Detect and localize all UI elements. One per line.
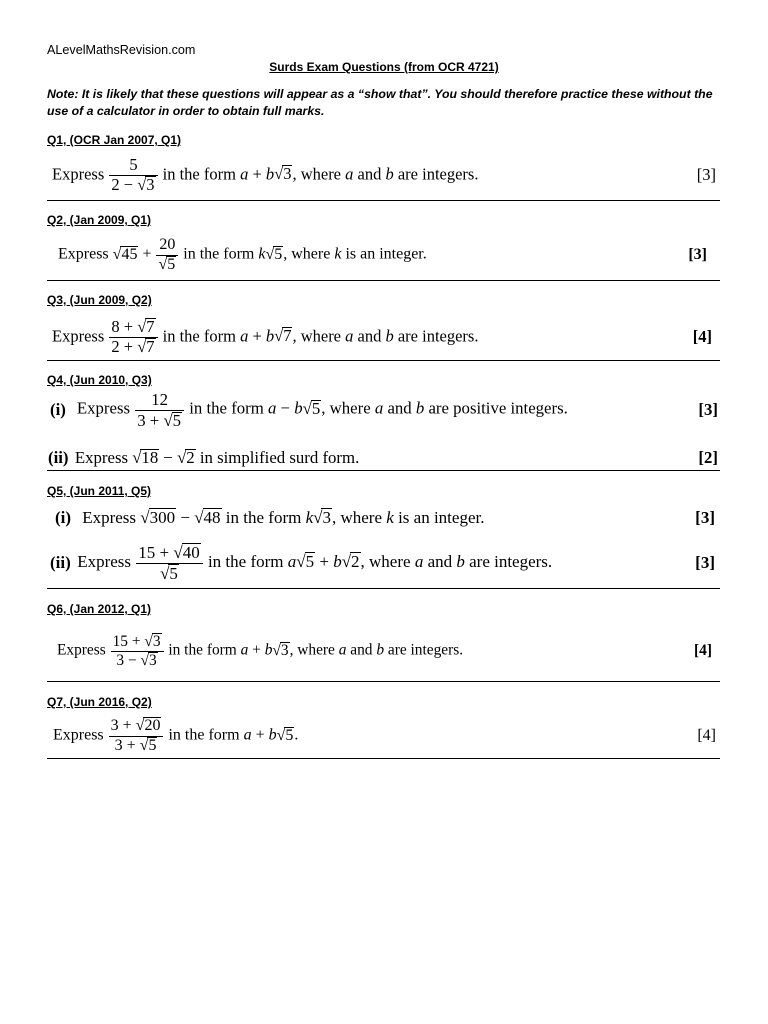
- radicand: 18: [141, 447, 159, 467]
- marks-label: [3]: [688, 246, 707, 263]
- fraction: [109, 318, 157, 357]
- square-root: [163, 411, 182, 430]
- math-text: in the form k√5, where k is an integer.: [179, 245, 427, 263]
- square-root: [194, 508, 221, 527]
- fraction-numerator: 5: [129, 154, 138, 174]
- fraction-denominator: 2 + √7: [109, 337, 157, 357]
- math-text: Express √18 − √2 in simplified surd form.: [74, 447, 360, 467]
- radical-sign: √: [302, 398, 312, 418]
- fraction-denominator: 3 − √3: [111, 651, 164, 670]
- variable: b: [294, 398, 303, 418]
- math-text: Express √45 +: [58, 245, 156, 263]
- question-part: [55, 498, 715, 538]
- square-root: [137, 175, 155, 194]
- fraction-numerator: 15 + √40: [138, 542, 200, 562]
- radical-sign: √: [137, 336, 147, 356]
- radicand: 300: [149, 507, 176, 527]
- variable: b: [385, 325, 394, 345]
- variable: b: [268, 726, 277, 744]
- question-statement: [58, 236, 427, 274]
- square-root: [313, 508, 332, 527]
- radical-sign: √: [265, 245, 275, 263]
- fraction-numerator: 8 + √7: [111, 316, 155, 336]
- square-root: [113, 246, 139, 263]
- part-label: (i): [55, 508, 72, 527]
- radical-sign: √: [132, 447, 142, 467]
- variable: b: [264, 641, 273, 659]
- radical-sign: √: [194, 507, 204, 527]
- question-4: [47, 372, 720, 471]
- question-statement: [57, 633, 463, 669]
- variable: a: [345, 325, 354, 345]
- question-statement: [82, 508, 484, 528]
- square-root: [158, 256, 176, 273]
- variable: a: [240, 641, 249, 659]
- radicand: 3: [283, 163, 292, 183]
- question-heading: Q1, (OCR Jan 2007, Q1): [47, 133, 182, 147]
- square-root: [277, 727, 295, 744]
- note-text: Note: It is likely that these questions will appear as a “show that”. You should therefore practice these without the use of a calculator in order to obtain full marks.: [47, 87, 713, 118]
- radicand: 3: [146, 174, 155, 194]
- variable: b: [456, 551, 465, 571]
- fraction: [156, 236, 178, 274]
- marks-label: [4]: [694, 642, 712, 659]
- variable: a: [338, 641, 347, 659]
- radical-sign: √: [144, 632, 153, 650]
- radical-sign: √: [137, 174, 147, 194]
- question-statement: [75, 448, 359, 468]
- radical-sign: √: [160, 563, 170, 583]
- square-root: [136, 717, 162, 734]
- radical-sign: √: [163, 410, 173, 430]
- radical-sign: √: [139, 736, 149, 754]
- marks-label: [3]: [695, 508, 715, 527]
- part-label: (ii): [50, 553, 71, 572]
- radical-sign: √: [274, 163, 284, 183]
- variable: k: [386, 507, 394, 527]
- fraction-numerator: 15 + √3: [112, 632, 161, 650]
- question-3: [47, 292, 720, 361]
- radicand: 48: [203, 507, 221, 527]
- fraction: [135, 390, 184, 430]
- variable: b: [385, 163, 394, 183]
- radical-sign: √: [112, 245, 122, 263]
- radical-sign: √: [140, 507, 150, 527]
- square-root: [342, 552, 361, 571]
- radicand: 3: [148, 651, 157, 669]
- variable: b: [265, 163, 275, 183]
- question-statement: [77, 390, 568, 430]
- square-root: [303, 399, 322, 418]
- question-statement: [53, 717, 298, 755]
- question-part: [57, 631, 712, 671]
- fraction-denominator: 2 − √3: [109, 175, 157, 195]
- math-text: in the form a + b√3, where a and b are integers.: [164, 641, 464, 659]
- radicand: 5: [305, 551, 315, 571]
- math-text: Express √300 − √48 in the form k√3, where k is an integer.: [82, 507, 485, 527]
- radical-sign: √: [313, 507, 323, 527]
- question-part: [50, 543, 715, 583]
- radicand: 7: [283, 325, 292, 345]
- square-root: [160, 564, 179, 583]
- square-root: [141, 652, 158, 669]
- part-label: (i): [50, 400, 66, 419]
- radicand: 5: [148, 736, 157, 754]
- radicand: 5: [169, 563, 178, 583]
- question-statement: [52, 318, 478, 357]
- marks-label: [3]: [698, 400, 718, 419]
- square-root: [272, 642, 289, 659]
- math-text: in the form a − b√5, where a and b are positive integers.: [185, 398, 568, 418]
- question-heading: Q3, (Jun 2009, Q2): [47, 293, 152, 307]
- radicand: 7: [146, 336, 155, 356]
- question-7: [47, 694, 720, 759]
- fraction-numerator: 3 + √20: [110, 717, 161, 735]
- math-text: Express: [77, 551, 136, 571]
- question-statement: [52, 156, 478, 195]
- marks-label: [3]: [696, 165, 716, 184]
- variable: b: [415, 398, 425, 418]
- square-root: [265, 246, 283, 263]
- radical-sign: √: [177, 447, 187, 467]
- fraction-numerator: 20: [159, 236, 176, 254]
- fraction: [136, 543, 202, 583]
- radicand: 5: [167, 255, 176, 273]
- marks-label: [2]: [698, 448, 718, 467]
- question-heading: Q4, (Jun 2010, Q3): [47, 373, 152, 387]
- variable: b: [265, 325, 275, 345]
- question-heading: Q5, (Jun 2011, Q5): [47, 484, 152, 498]
- math-text: Express: [52, 163, 109, 183]
- fraction-numerator: 12: [151, 390, 169, 410]
- fraction-denominator: [136, 563, 202, 584]
- marks-label: [4]: [697, 727, 716, 744]
- variable: k: [305, 507, 314, 527]
- square-root: [132, 448, 159, 467]
- marks-label: [4]: [692, 327, 712, 346]
- radicand: 40: [182, 542, 200, 562]
- square-root: [137, 337, 155, 356]
- radical-sign: √: [296, 551, 306, 571]
- radical-sign: √: [272, 641, 281, 659]
- variable: k: [258, 245, 266, 263]
- radicand: 5: [274, 245, 283, 263]
- math-text: Express: [53, 726, 108, 744]
- question-heading: Q7, (Jun 2016, Q2): [47, 695, 152, 709]
- radical-sign: √: [135, 717, 145, 735]
- radicand: 3: [152, 632, 161, 650]
- radical-sign: √: [341, 551, 352, 571]
- part-label: (ii): [48, 448, 69, 467]
- math-text: in the form a + b√7, where a and b are integers.: [158, 325, 479, 345]
- marks-label: [3]: [695, 553, 715, 572]
- radical-sign: √: [276, 726, 286, 744]
- question-1: [47, 132, 720, 201]
- radicand: 3: [280, 641, 289, 659]
- radicand: 7: [146, 316, 155, 336]
- square-root: [296, 552, 315, 571]
- variable: b: [333, 551, 342, 571]
- fraction-denominator: 3 + √5: [135, 410, 184, 430]
- variable: a: [345, 163, 354, 183]
- variable: b: [376, 641, 385, 659]
- math-text: in the form a + b√3, where a and b are integers.: [158, 163, 479, 183]
- variable: a: [374, 398, 384, 418]
- fraction: [111, 633, 164, 669]
- question-part: [50, 390, 718, 430]
- question-part: [52, 317, 712, 357]
- worksheet-title: Surds Exam Questions (from OCR 4721): [269, 60, 499, 74]
- radical-sign: √: [140, 651, 149, 669]
- question-2: [47, 212, 720, 281]
- square-root: [274, 164, 292, 183]
- variable: k: [334, 245, 342, 263]
- radical-sign: √: [158, 255, 168, 273]
- fraction-denominator: 3 + √5: [109, 736, 164, 755]
- fraction: [109, 156, 157, 195]
- math-text: in the form a + b√5.: [164, 726, 299, 744]
- question-part: [52, 155, 716, 195]
- question-heading: Q2, (Jan 2009, Q1): [47, 213, 152, 227]
- square-root: [137, 317, 155, 336]
- radicand: 45: [121, 245, 138, 263]
- radicand: 5: [172, 410, 182, 430]
- square-root: [173, 543, 200, 562]
- fraction-denominator: [156, 255, 178, 274]
- site-name: ALevelMathsRevision.com: [47, 43, 196, 57]
- variable: a: [240, 325, 249, 345]
- math-text: Express: [76, 398, 135, 418]
- square-root: [144, 633, 161, 650]
- math-text: in the form a√5 + b√2, where a and b are integers.: [203, 551, 553, 571]
- radicand: 2: [351, 551, 360, 571]
- math-text: Express: [52, 325, 109, 345]
- radical-sign: √: [137, 316, 147, 336]
- radical-sign: √: [173, 542, 183, 562]
- question-6: [47, 601, 720, 682]
- variable: a: [414, 551, 424, 571]
- square-root: [274, 326, 292, 345]
- square-root: [177, 448, 196, 467]
- math-text: Express: [57, 641, 110, 659]
- variable: a: [268, 398, 277, 418]
- question-part: [53, 716, 716, 756]
- fraction: [109, 717, 164, 755]
- radicand: 5: [285, 726, 294, 744]
- radicand: 3: [322, 507, 331, 527]
- question-heading: Q6, (Jan 2012, Q1): [47, 602, 152, 616]
- radical-sign: √: [274, 325, 284, 345]
- question-statement: [77, 543, 552, 583]
- question-part: [48, 438, 718, 478]
- variable: a: [287, 551, 297, 571]
- variable: a: [240, 163, 249, 183]
- variable: a: [243, 726, 252, 744]
- radicand: 20: [144, 717, 161, 735]
- square-root: [140, 737, 158, 754]
- question-5: [47, 483, 720, 589]
- square-root: [140, 508, 176, 527]
- question-part: [58, 235, 707, 275]
- radicand: 2: [186, 447, 195, 467]
- radicand: 5: [311, 398, 321, 418]
